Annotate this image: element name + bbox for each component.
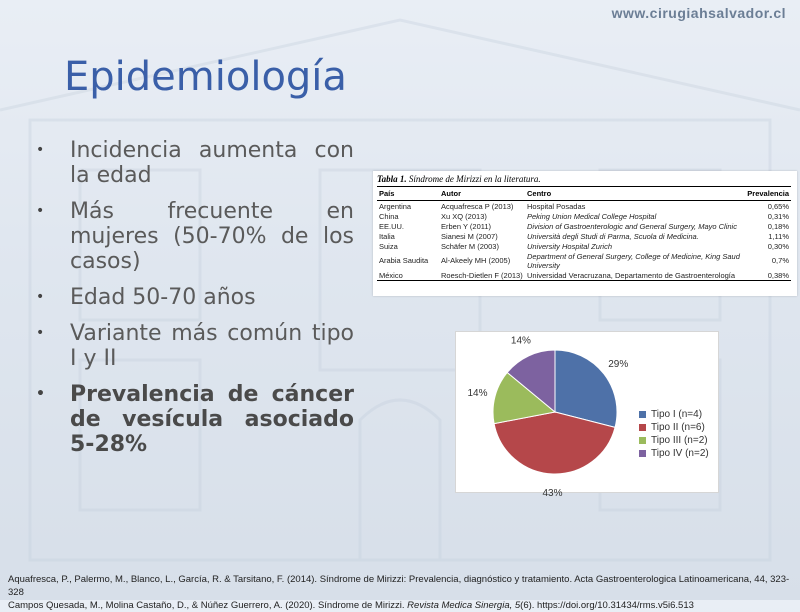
- reference-doi: (6). https://doi.org/10.31434/rms.v5i6.513: [520, 600, 694, 611]
- bullet-text: Variante más común tipo I y II: [70, 321, 354, 371]
- table-row: [377, 231, 791, 241]
- table-cell-pais: China: [379, 211, 399, 221]
- pie-data-label: 14%: [467, 388, 488, 400]
- legend-label: Tipo IV (n=2): [651, 448, 709, 459]
- column-header: Centro: [525, 187, 745, 201]
- bullet-text: Incidencia aumenta con la edad: [70, 138, 354, 188]
- table-cell-autor: Roesch-Dietlen F (2013): [439, 270, 525, 281]
- table-cell-autor: Al-Akeely MH (2005): [441, 256, 511, 265]
- table-row: [377, 251, 791, 270]
- legend-item: [639, 447, 709, 460]
- legend-label: Tipo II (n=6): [651, 422, 705, 433]
- table-cell-pais: Arabia Saudita: [379, 256, 429, 265]
- table-cell-pais: Italia: [379, 231, 395, 241]
- table-grid: [377, 186, 791, 281]
- table-cell-autor: Erben Y (2011): [441, 221, 492, 231]
- table-cell-prev: 1,11%: [768, 231, 789, 241]
- pie-data-label: 14%: [510, 335, 531, 347]
- table-cell-autor: Acquafresca P (2013): [441, 201, 514, 211]
- legend-item: [639, 434, 709, 447]
- table-cell-pais: Suiza: [379, 241, 398, 251]
- reference-item: [8, 599, 798, 612]
- table-cell-prev: 0,38%: [745, 270, 791, 281]
- table-row: [377, 241, 791, 251]
- bullet-icon: •: [36, 325, 45, 341]
- legend-swatch: [639, 424, 646, 431]
- bullet-item: [36, 382, 354, 457]
- table-cell-prev: 0,65%: [767, 201, 789, 211]
- references: [8, 573, 798, 612]
- table-cell-pais: EE.UU.: [379, 221, 405, 231]
- legend-item: [639, 408, 709, 421]
- table-cell-centro: Hospital Posadas: [527, 201, 586, 211]
- table-cell-centro: Division of Gastroenterologic and General Surgery, Mayo Clinic: [527, 221, 737, 231]
- table-cell-pais: México: [377, 270, 439, 281]
- table-cell-centro: Department of General Surgery, College of Medicine, King Saud University: [527, 251, 740, 270]
- table-cell-centro: Università degli Studi di Parma, Scuola di Medicina.: [527, 231, 699, 241]
- table-cell-autor: Xu XQ (2013): [441, 211, 487, 221]
- table-cell-prev: 0,18%: [767, 221, 789, 231]
- bullet-text: Edad 50-70 años: [70, 285, 256, 310]
- column-header: Prevalencia: [745, 187, 791, 201]
- bullet-icon: •: [36, 203, 45, 219]
- table-caption-label: Tabla 1.: [377, 174, 407, 184]
- bullet-text: Más frecuente en mujeres (50-70% de los casos): [70, 199, 354, 274]
- bullet-item: [36, 138, 354, 188]
- bullet-icon: •: [36, 142, 45, 158]
- legend-swatch: [639, 450, 646, 457]
- bullet-item: [36, 199, 354, 274]
- pie-data-label: 29%: [608, 358, 629, 370]
- table-row: [377, 201, 791, 212]
- legend-swatch: [639, 437, 646, 444]
- table-row: [377, 211, 791, 221]
- table-cell-prev: 0,30%: [767, 241, 789, 251]
- legend-swatch: [639, 411, 646, 418]
- bullet-list: [36, 138, 354, 468]
- chart-legend: [639, 408, 709, 460]
- bullet-icon: •: [36, 289, 45, 305]
- table-caption: [377, 174, 541, 184]
- table-cell-centro: University Hospital Zurich: [527, 241, 613, 251]
- table-row: [377, 221, 791, 231]
- slide-title: Epidemiología: [64, 54, 347, 100]
- bullet-item: [36, 285, 354, 310]
- legend-label: Tipo I (n=4): [651, 409, 703, 420]
- table-cell-centro: Peking Union Medical College Hospital: [527, 211, 657, 221]
- site-url: www.cirugiahsalvador.cl: [611, 5, 786, 21]
- table-cell-pais: Argentina: [379, 201, 412, 211]
- pie-chart: [455, 331, 719, 499]
- table-cell-autor: Schäfer M (2003): [441, 241, 499, 251]
- column-header: País: [377, 187, 439, 201]
- bullet-icon: •: [36, 386, 45, 402]
- column-header: Autor: [439, 187, 525, 201]
- table-cell-centro: Universidad Veracruzana, Departamento de Gastroenterología: [525, 270, 745, 281]
- bullet-item: [36, 321, 354, 371]
- table-cell-prev: 0,7%: [771, 256, 789, 265]
- reference-item: Aquafresca, P., Palermo, M., Blanco, L., García, R. & Tarsitano, F. (2014). Síndrome de Mirizzi: Prevalencia, diagnóstico y tratamiento. Acta Gastroenterologica Latinoamericana, 44, 323-328: [8, 574, 790, 598]
- table-row: [377, 270, 791, 281]
- legend-label: Tipo III (n=2): [651, 435, 708, 446]
- bullet-text: Prevalencia de cáncer de vesícula asociado 5-28%: [70, 382, 354, 457]
- pie-data-label: 43%: [542, 487, 563, 499]
- reference-text: Campos Quesada, M., Molina Castaño, D., & Núñez Guerrero, A. (2020). Síndrome de Mirizzi.: [8, 600, 408, 611]
- table-cell-autor: Sianesi M (2007): [441, 231, 498, 241]
- legend-item: [639, 421, 709, 434]
- literature-table: [373, 171, 797, 296]
- table-caption-text: Síndrome de Mirizzi en la literatura.: [408, 174, 541, 184]
- reference-journal: Revista Medica Sinergia, 5: [407, 600, 521, 611]
- table-header-row: [377, 187, 791, 201]
- table-cell-prev: 0,31%: [767, 211, 789, 221]
